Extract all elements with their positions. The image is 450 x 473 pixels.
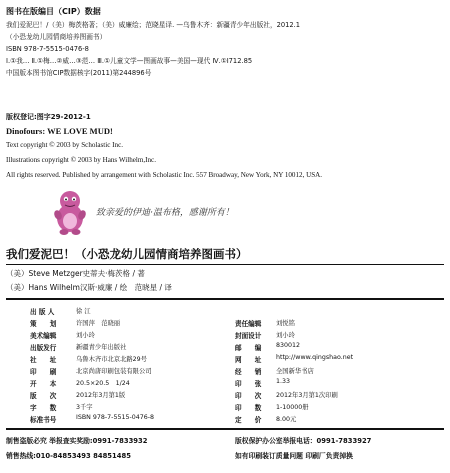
divider xyxy=(6,264,444,265)
pub-value: 刘小玲 xyxy=(276,332,295,339)
pub-value: 20.5×20.5 1/24 xyxy=(76,380,130,387)
copyright-office-line: 版权保护办公室举报电话：0991-7833927 xyxy=(235,437,372,445)
price-value: 8.00元 xyxy=(276,416,297,423)
sales-hotline: 销售热线:010-84853493 84851485 xyxy=(6,452,131,460)
pub-label: 封面设计 xyxy=(235,332,262,340)
pub-label: 印 张 xyxy=(235,380,262,388)
english-line: Text copyright © 2003 by Scholastic Inc. xyxy=(6,141,123,149)
pub-label: 美术编辑 xyxy=(30,332,57,340)
cip-line: （小恐龙幼儿园情商培养图画书） xyxy=(6,33,107,41)
pub-label: 经 销 xyxy=(235,368,262,376)
copyright-registration: 版权登记:图字29-2012-1 xyxy=(6,113,91,121)
mascot-speech-text: 致亲爱的伊迪·温布格，感谢所有！ xyxy=(96,208,234,218)
pub-label: 定 价 xyxy=(235,416,262,424)
cip-header: 图书在版编目（CIP）数据 xyxy=(6,7,101,16)
pub-value: 徐 江 xyxy=(76,308,91,315)
pub-label: 责任编辑 xyxy=(235,320,262,328)
dinosaur-mascot-icon xyxy=(50,188,90,236)
pub-label: 出版发行 xyxy=(30,344,57,352)
divider xyxy=(6,428,444,430)
pub-label: 版 次 xyxy=(30,392,57,400)
pub-value: 2012年3月第1版 xyxy=(76,392,126,399)
cip-line: 中国版本图书馆CIP数据核字(2011)第244896号 xyxy=(6,69,152,77)
book-title: 我们爱泥巴！（小恐龙幼儿园情商培养图画书） xyxy=(6,247,248,261)
pub-value: 1-10000册 xyxy=(276,404,309,411)
english-title: Dinofours: WE LOVE MUD! xyxy=(6,126,113,136)
pub-value: 许国萍 范晓丽 xyxy=(76,320,121,327)
pub-value: 830012 xyxy=(276,342,301,349)
website-value: http://www.qingshao.net xyxy=(276,354,354,361)
cip-line: ISBN 978-7-5515-0476-8 xyxy=(6,45,89,53)
pub-label: 社 址 xyxy=(30,356,57,364)
pub-value: 北京尚唐印刷包装有限公司 xyxy=(76,368,152,375)
pub-value: 新疆青少年出版社 xyxy=(76,344,127,351)
quality-note: 如有印刷装订质量问题 印刷厂负责掉换 xyxy=(235,452,353,460)
pub-label: 印 次 xyxy=(235,392,262,400)
pub-label: 出 版 人 xyxy=(30,308,55,316)
pub-value: 刘小玲 xyxy=(76,332,95,339)
pub-label: 策 划 xyxy=(30,320,57,328)
illustrator-credit: （美）Hans Wilhelm汉斯·威廉 / 绘 范晓星 / 译 xyxy=(6,283,172,292)
pub-label: 印 数 xyxy=(235,404,262,412)
pub-value: 3千字 xyxy=(76,404,93,411)
pub-label: 网 址 xyxy=(235,356,262,364)
pub-label: 字 数 xyxy=(30,404,57,412)
cip-line: Ⅰ.①我… Ⅱ.①梅…②威…③范… Ⅲ.①儿童文学—图画故事—美国—现代 Ⅳ.①I712.85 xyxy=(6,57,253,65)
pub-label: 印 刷 xyxy=(30,368,57,376)
author-credit: （美）Steve Metzger史蒂夫·梅茨格 / 著 xyxy=(6,269,145,278)
cip-line: 我们爱泥巴！/（美）梅茨格著；（美）威廉绘；范晓星译. —乌鲁木齐：新疆青少年出版社，2012.1 xyxy=(6,21,301,29)
english-line: All rights reserved. Published by arrangement with Scholastic Inc. 557 Broadway, New York, NY 10012, USA. xyxy=(6,171,323,179)
pub-value: 2012年3月第1次印刷 xyxy=(276,392,338,399)
pub-value: 全国新华书店 xyxy=(276,368,314,375)
pub-label: 标准书号 xyxy=(30,416,57,424)
pub-label: 邮 编 xyxy=(235,344,262,352)
isbn-value: ISBN 978-7-5515-0476-8 xyxy=(76,414,155,421)
divider xyxy=(6,298,444,300)
pub-label: 开 本 xyxy=(30,380,57,388)
pub-value: 刘悦铭 xyxy=(276,320,295,327)
pub-value: 1.33 xyxy=(276,378,291,385)
english-line: Illustrations copyright © 2003 by Hans Wilhelm,Inc. xyxy=(6,156,156,164)
anti-piracy-line: 制售盗版必究 举报查实奖励:0991-7833932 xyxy=(6,437,148,445)
pub-value: 乌鲁木齐市北京北路29号 xyxy=(76,356,147,363)
